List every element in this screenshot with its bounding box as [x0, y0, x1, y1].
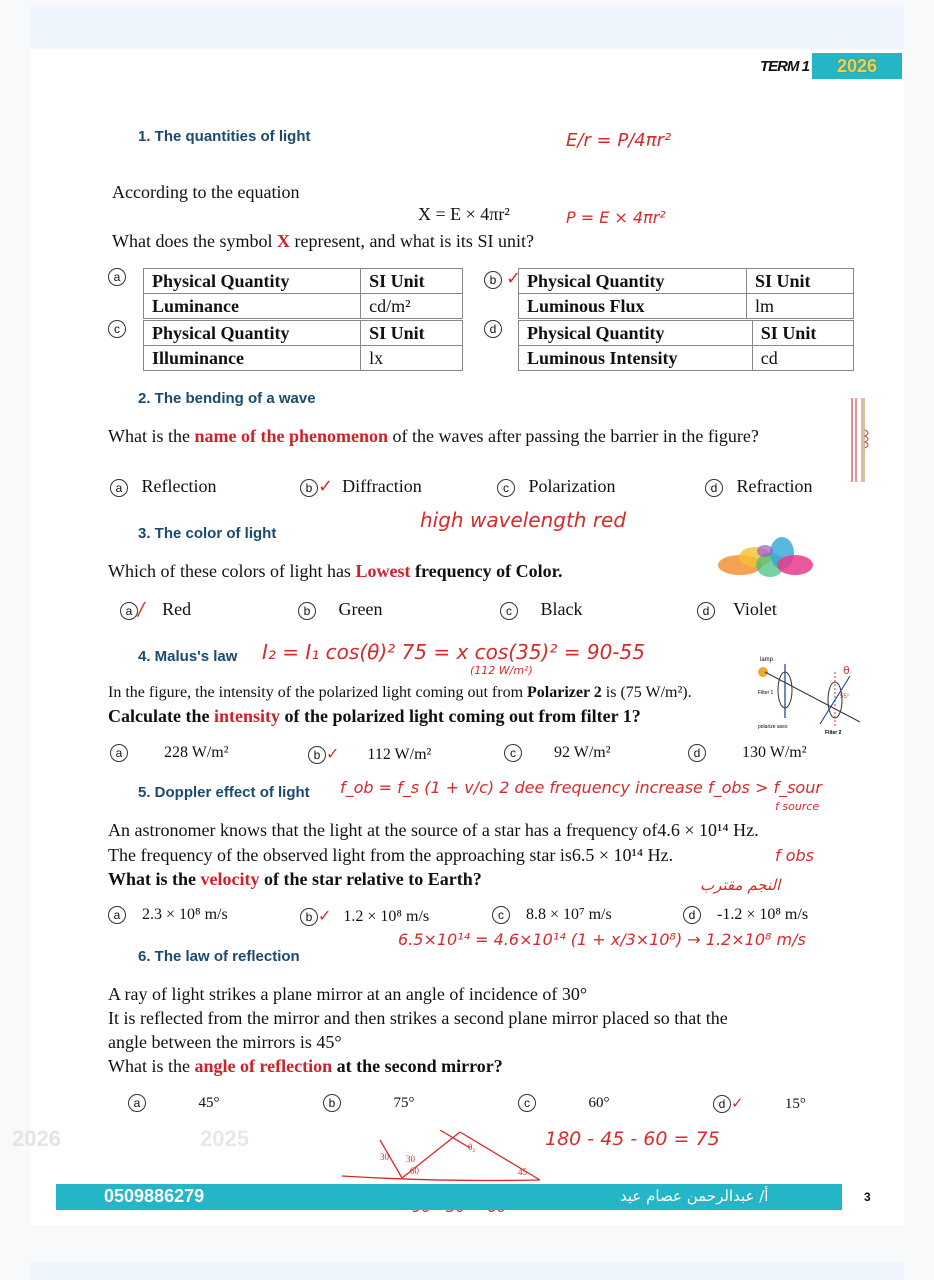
section-title-q3: 3. The color of light — [138, 525, 277, 542]
section-title-q6: 6. The law of reflection — [138, 948, 300, 965]
q5-option-b[interactable]: b ✓ 1.2 × 10⁸ m/s — [300, 906, 429, 926]
q3-handwriting: high wavelength red — [420, 508, 627, 532]
q5-work: 6.5×10¹⁴ = 4.6×10¹⁴ (1 + x/3×10⁸) → 1.2×10⁸ m/s — [398, 930, 806, 949]
q3-option-a[interactable]: a / Red — [120, 599, 191, 620]
q4-line2: Calculate the intensity of the polarized light coming out from filter 1? — [108, 706, 641, 726]
term-label: TERM 1 — [760, 58, 810, 75]
svg-text:30: 30 — [380, 1152, 389, 1162]
q5-line1: An astronomer knows that the light at the source of a star has a frequency of4.6 × 10¹⁴ Hz. — [108, 820, 759, 840]
malus-figure — [755, 652, 865, 738]
svg-text:30: 30 — [406, 1154, 415, 1164]
q4-handwriting: I₂ = I₁ cos(θ)² 75 = x cos(35)² = 90-55 — [262, 640, 645, 664]
reflection-diagram-icon — [340, 1130, 580, 1190]
q5-note: f obs — [775, 846, 814, 865]
polarizer-diagram-icon — [755, 652, 865, 738]
top-bar — [30, 5, 904, 49]
q2-option-b[interactable]: b ✓ Diffraction — [300, 476, 422, 497]
q5-arabic-note: النجم مقترب — [700, 876, 781, 894]
year-badge: 2026 — [812, 53, 902, 79]
q4-option-a[interactable]: a 228 W/m² — [110, 744, 229, 762]
checkmark-icon: / — [138, 599, 145, 620]
svg-text:45: 45 — [518, 1167, 527, 1177]
q5-line2: The frequency of the observed light from the approaching star is6.5 × 10¹⁴ Hz. — [108, 845, 674, 865]
q1-option-b[interactable] — [484, 268, 521, 289]
q4-option-b[interactable]: b ✓ 112 W/m² — [308, 744, 431, 764]
checkmark-icon: ✓ — [326, 744, 340, 763]
q4-option-c[interactable]: c 92 W/m² — [504, 744, 611, 762]
q5-line3: What is the velocity of the star relative to Earth? — [108, 869, 482, 889]
svg-text:θ₂: θ₂ — [468, 1142, 476, 1152]
checkmark-icon: ✓ — [318, 906, 332, 925]
checkmark-icon: ✓ — [731, 1094, 744, 1112]
barrier-figure — [845, 398, 875, 482]
option-letter: b — [484, 271, 502, 289]
q6-option-a[interactable]: a 45° — [128, 1094, 220, 1112]
phone-number: 0509886279 — [104, 1186, 205, 1206]
reflection-sketch — [340, 1130, 580, 1190]
svg-text:Filter 1: Filter 1 — [758, 690, 774, 696]
q5-option-a[interactable]: a 2.3 × 10⁸ m/s — [108, 906, 228, 924]
svg-text:Filter 2: Filter 2 — [825, 730, 842, 736]
q6-work-1: 180 - 45 - 60 = 75 — [545, 1128, 720, 1150]
q1-option-c-table: Physical Quantity SI Unit Illuminance lx — [143, 320, 463, 371]
q4-handwriting-2: (112 W/m²) — [470, 664, 533, 677]
q1-question: What does the symbol X represent, and what is its SI unit? — [112, 231, 534, 251]
q4-line1: In the figure, the intensity of the polarized light coming out from Polarizer 2 is (75 W/m²). — [108, 684, 692, 701]
q5-handwriting: f_ob = f_s (1 + v/c) 2 dee frequency increase f_obs > f_sour — [340, 778, 822, 797]
q6-line3: angle between the mirrors is 45° — [108, 1032, 342, 1052]
q3-question: Which of these colors of light has Lowest frequency of Color. — [108, 561, 563, 581]
author-name: أ/ عبدالرحمن عصام عيد — [620, 1187, 769, 1205]
q5-handwriting-sub: f source — [775, 800, 820, 813]
q1-option-a[interactable] — [108, 268, 126, 286]
q2-question: What is the name of the phenomenon of the waves after passing the barrier in the figure? — [108, 426, 759, 446]
q6-option-c[interactable]: c 60° — [518, 1094, 610, 1112]
q2-option-d[interactable]: d Refraction — [705, 476, 812, 497]
q5-option-d[interactable]: d -1.2 × 10⁸ m/s — [683, 906, 808, 924]
q1-option-a-table: Physical Quantity SI Unit Luminance cd/m² — [143, 268, 463, 319]
lamp-label: lamp — [760, 657, 774, 663]
section-title-q2: 2. The bending of a wave — [138, 390, 316, 407]
next-page-strip — [30, 1262, 904, 1280]
q1-intro: According to the equation — [112, 182, 300, 202]
q2-option-c[interactable]: c Polarization — [497, 476, 615, 497]
watermark-year-2: 2025 — [200, 1126, 249, 1151]
svg-text:60: 60 — [410, 1166, 419, 1176]
q6-option-b[interactable]: b 75° — [323, 1094, 415, 1112]
color-splash-image — [710, 525, 820, 595]
q4-option-d[interactable]: d 130 W/m² — [688, 744, 807, 762]
diffraction-diagram-icon — [845, 398, 885, 482]
q6-line4: What is the angle of reflection at the second mirror? — [108, 1056, 503, 1076]
q3-option-d[interactable]: d Violet — [697, 599, 777, 620]
checkmark-icon: ✓ — [318, 476, 334, 497]
svg-text:55°: 55° — [840, 694, 850, 700]
option-letter: d — [484, 320, 502, 338]
q1-option-c[interactable] — [108, 320, 126, 338]
q3-option-c[interactable]: c Black — [500, 599, 583, 620]
section-title-q5: 5. Doppler effect of light — [138, 784, 310, 801]
option-letter: a — [108, 268, 126, 286]
section-title-q1: 1. The quantities of light — [138, 128, 311, 145]
q1-handwriting-1: E/r = P/4πr² — [566, 130, 672, 151]
q1-handwriting-2: P = E × 4πr² — [566, 208, 666, 227]
q2-option-a[interactable]: a Reflection — [110, 476, 216, 497]
watermark-year: 2026 — [12, 1126, 61, 1151]
q1-equation: X = E × 4πr² — [418, 204, 510, 224]
q5-option-c[interactable]: c 8.8 × 10⁷ m/s — [492, 906, 612, 924]
q3-option-b[interactable]: b Green — [298, 599, 382, 620]
q1-option-d-table: Physical Quantity SI Unit Luminous Intensity cd — [518, 320, 854, 371]
option-letter: c — [108, 320, 126, 338]
q6-line2: It is reflected from the mirror and then strikes a second plane mirror placed so that the — [108, 1008, 728, 1028]
section-title-q4: 4. Malus's law — [138, 648, 238, 665]
checkmark-icon: ✓ — [506, 268, 522, 289]
svg-text:θ: θ — [843, 664, 850, 677]
q1-option-b-table: Physical Quantity SI Unit Luminous Flux lm — [518, 268, 854, 319]
q1-option-d[interactable] — [484, 320, 502, 338]
page-number: 3 — [864, 1190, 871, 1204]
svg-text:polarize axes: polarize axes — [758, 724, 788, 730]
q6-line1: A ray of light strikes a plane mirror at an angle of incidence of 30° — [108, 984, 588, 1004]
q6-option-d[interactable]: d ✓ 15° — [713, 1094, 806, 1113]
